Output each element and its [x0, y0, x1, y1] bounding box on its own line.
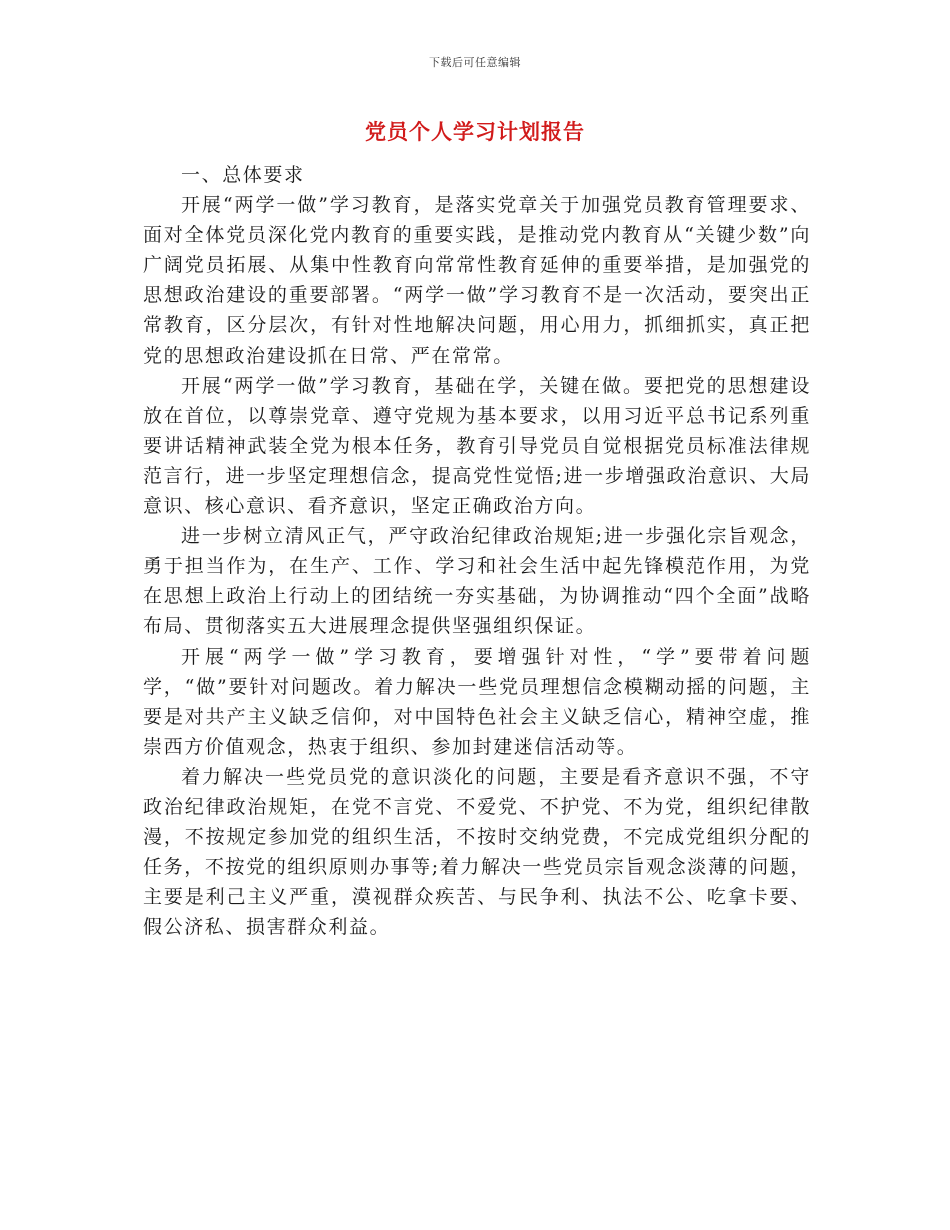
paragraph: 开展“两学一做”学习教育，基础在学，关键在做。要把党的思想建设放在首位，以尊崇党章、遵守党规为基本要求，以用习近平总书记系列重要讲话精神武装全党为根本任务，教育引导党员自觉根据党员标准法律规范言行，进一步坚定理想信念，提高党性觉悟;进一步增强政治意识、大局意识、核心意识、看齐意识，坚定正确政治方向。 [143, 374, 811, 518]
document-title: 党员个人学习计划报告 [365, 119, 585, 144]
section-heading: 一、总体要求 [181, 164, 305, 186]
document-body [143, 160, 811, 942]
header-note: 下载后可任意编辑 [429, 56, 521, 69]
paragraph: 开展“两学一做”学习教育，是落实党章关于加强党员教育管理要求、面对全体党员深化党内教育的重要实践，是推动党内教育从“关键少数”向广阔党员拓展、从集中性教育向常常性教育延伸的重要举措，是加强党的思想政治建设的重要部署。“两学一做”学习教育不是一次活动，要突出正常教育，区分层次，有针对性地解决问题，用心用力，抓细抓实，真正把党的思想政治建设抓在日常、严在常常。 [143, 194, 811, 367]
paragraph: 开展“两学一做”学习教育，要增强针对性，“学”要带着问题学，“做”要针对问题改。着力解决一些党员理想信念模糊动摇的问题，主要是对共产主义缺乏信仰，对中国特色社会主义缺乏信心，精神空虚，推崇西方价值观念，热衷于组织、参加封建迷信活动等。 [143, 645, 811, 758]
paragraph: 进一步树立清风正气，严守政治纪律政治规矩;进一步强化宗旨观念，勇于担当作为，在生产、工作、学习和社会生活中起先锋模范作用，为党在思想上政治上行动上的团结统一夯实基础，为协调推动“四个全面”战略布局、贯彻落实五大进展理念提供坚强组织保证。 [143, 525, 811, 638]
paragraph: 着力解决一些党员党的意识淡化的问题，主要是看齐意识不强，不守政治纪律政治规矩，在党不言党、不爱党、不护党、不为党，组织纪律散漫，不按规定参加党的组织生活，不按时交纳党费，不完成党组织分配的任务，不按党的组织原则办事等;着力解决一些党员宗旨观念淡薄的问题，主要是利己主义严重，漠视群众疾苦、与民争利、执法不公、吃拿卡要、假公济私、损害群众利益。 [143, 765, 811, 939]
